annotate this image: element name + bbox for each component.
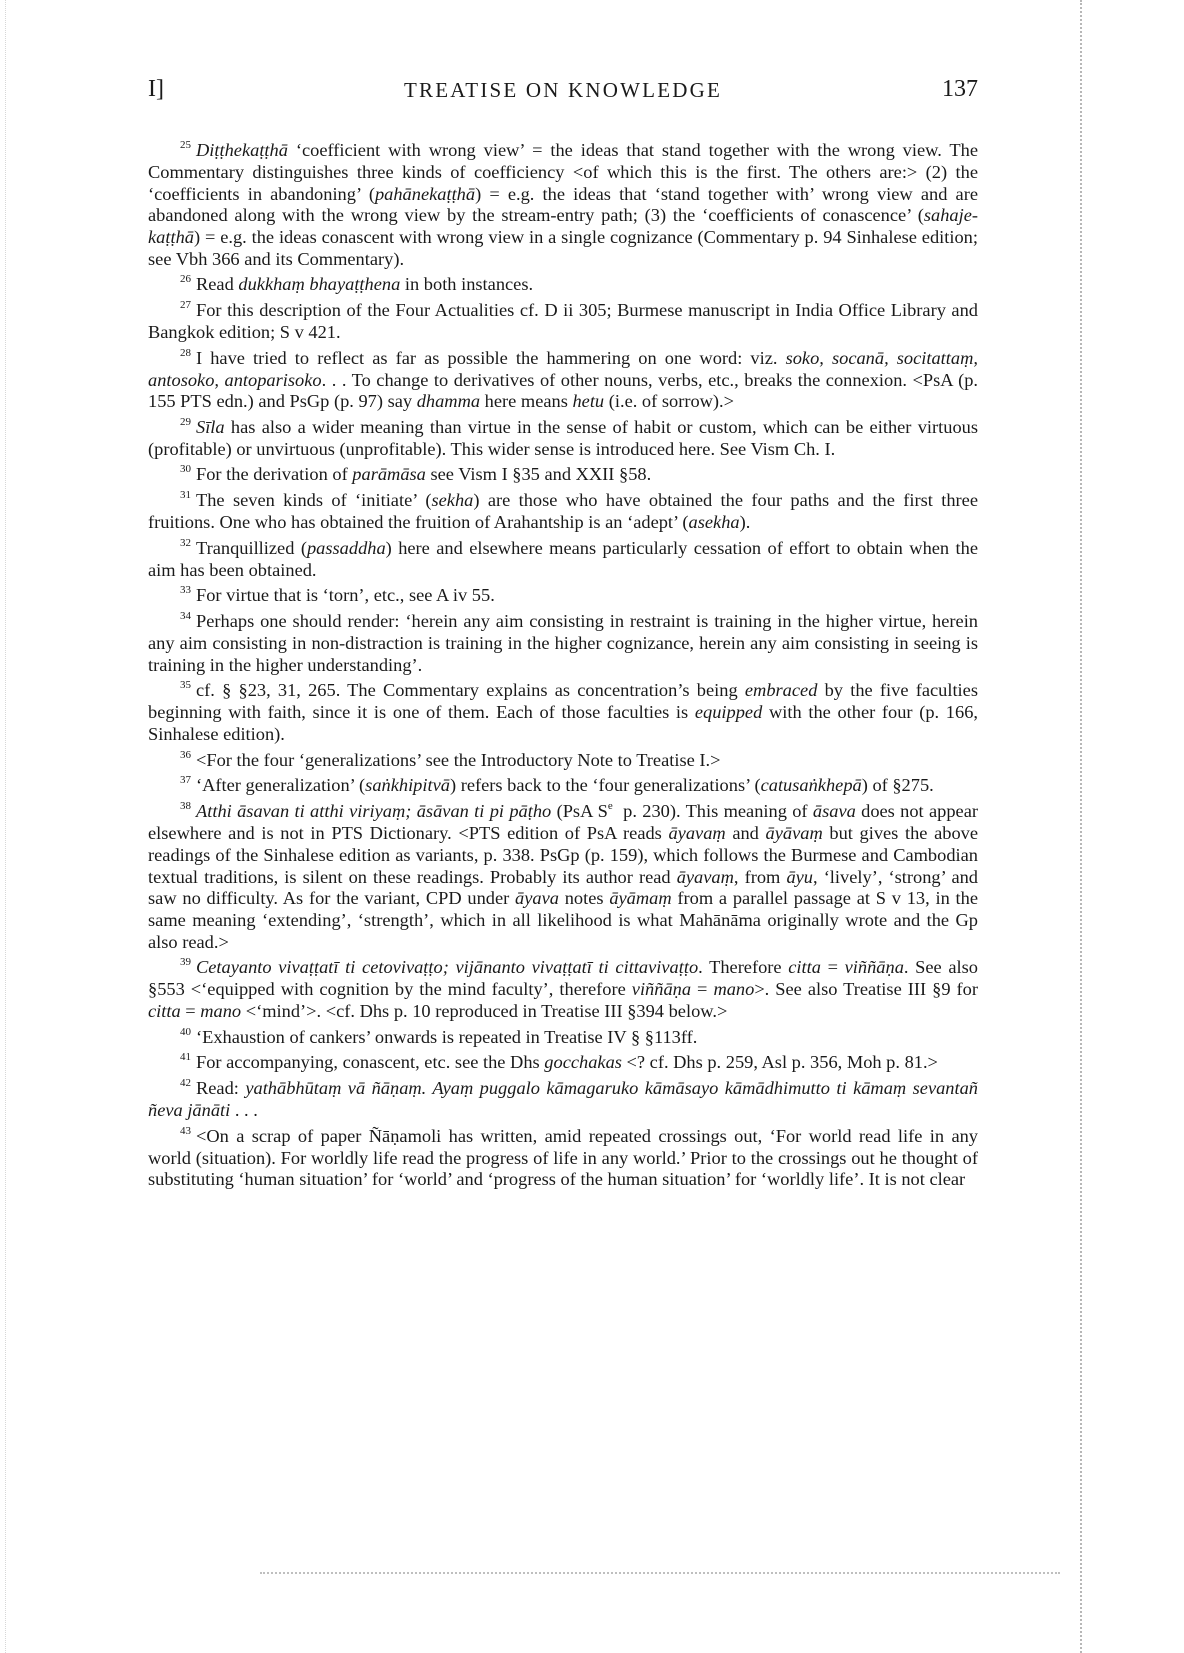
footnote-number: 25 bbox=[180, 139, 191, 151]
footnote-number: 38 bbox=[180, 800, 191, 813]
footnote-text: Tranquillized (passaddha) here and elsewhere means particularly cessation of effort to obtain when the aim has been obtained. bbox=[148, 537, 979, 580]
footnote-43 bbox=[148, 1122, 978, 1191]
footnote-number: 29 bbox=[180, 415, 191, 428]
footnote-26 bbox=[148, 270, 978, 296]
footnote-27 bbox=[148, 296, 978, 344]
footnote-text: Perhaps one should render: ‘herein any aim consisting in restraint is training in the higher virtue, herein any aim consisting in non-distraction is training in the higher cognizance, herein any aim consisting in seeing is training in the higher understanding’. bbox=[148, 611, 978, 675]
footnote-number: 30 bbox=[180, 463, 191, 476]
footnote-37 bbox=[148, 771, 978, 797]
footnote-number: 43 bbox=[180, 1124, 191, 1137]
footnote-text: Atthi āsavan ti atthi viriyaṃ; āsāvan ti pi pāṭho (PsA $S^e$ p. 230). This meaning of āsava does not appear elsewhere and is not in PTS Dictionary. <PTS edition of PsA reads āyavaṃ and āyāvaṃ but gives the above readings of the Sinhalese edition as variants, p. 338. PsGp (p. 159), which follows the Burmese and Cambodian textual traditions, is silent on these readings. Probably its author read āyavaṃ, from āyu, ‘lively’, ‘strong’ and saw no difficulty. As for the variant, CPD under āyava notes āyāmaṃ from a parallel passage at S v 13, in the same meaning ‘extending’, ‘strength’, which in all likelihood is what Mahānāma originally wrote and the Gp also read.> bbox=[148, 800, 979, 952]
footnote-text: ‘Exhaustion of cankers’ onwards is repeated in Treatise IV § §113ff. bbox=[196, 1026, 698, 1047]
footnote-text: For accompanying, conascent, etc. see the Dhs gocchakas <? cf. Dhs p. 259, Asl p. 356, Moh p. 81.> bbox=[196, 1052, 938, 1073]
footnote-text: I have tried to reflect as far as possible the hammering on one word: viz. soko, socanā, socitattaṃ, antosoko, antoparisoko. . . To change to derivatives of other nouns, verbs, etc., breaks the connexion. <PsA (p. 155 PTS edn.) and PsGp (p. 97) say dhamma here means hetu (i.e. of sorrow).> bbox=[148, 347, 978, 412]
footnote-41 bbox=[148, 1048, 978, 1074]
footnote-number: 27 bbox=[180, 299, 191, 312]
footnote-number: 40 bbox=[180, 1025, 191, 1038]
footnote-number: 36 bbox=[180, 748, 191, 761]
footnote-number: 31 bbox=[180, 489, 191, 502]
footnote-text: <For the four ‘generalizations’ see the Introductory Note to Treatise I.> bbox=[196, 749, 721, 770]
scan-edge-right bbox=[1080, 0, 1084, 1653]
header-section-label: I] bbox=[148, 76, 164, 102]
footnote-42 bbox=[148, 1074, 978, 1122]
footnote-number: 28 bbox=[180, 346, 191, 359]
footnotes-list bbox=[148, 136, 978, 1191]
footnote-text: Read: yathābhūtaṃ vā ñāṇaṃ. Ayaṃ puggalo kāmagaruko kāmāsayo kāmādhimutto ti kāmaṃ sevantañ ñeva jānāti . . . bbox=[148, 1078, 978, 1121]
footnote-text: The seven kinds of ‘initiate’ (sekha) are those who have obtained the four paths and the first three fruitions. One who has obtained the fruition of Arahantship is an ‘adept’ (asekha). bbox=[148, 490, 978, 533]
header-title: TREATISE ON KNOWLEDGE bbox=[404, 78, 722, 102]
footnote-number: 42 bbox=[180, 1077, 191, 1090]
running-header bbox=[148, 76, 978, 110]
footnote-number: 33 bbox=[180, 584, 191, 597]
footnote-text: cf. § §23, 31, 265. The Commentary explains as concentration’s being embraced by the five faculties beginning with faith, since it is one of them. Each of those faculties is equipped with the other four (p. 166, Sinhalese edition). bbox=[148, 680, 978, 744]
footnote-text: Cetayanto vivaṭṭatī ti cetovivaṭṭo; vijānanto vivaṭṭatī ti cittavivaṭṭo. Therefore citta = viññāṇa. See also §553 <‘equipped with cognition by the mind faculty’, therefore viññāṇa = mano>. See also Treatise III §9 for citta = mano <‘mind’>. <cf. Dhs p. 10 reproduced in Treatise III §394 below.> bbox=[148, 957, 978, 1021]
footnote-text: For virtue that is ‘torn’, etc., see A iv 55. bbox=[196, 585, 495, 606]
footnote-31 bbox=[148, 486, 978, 534]
footnote-36 bbox=[148, 746, 978, 772]
footnote-38 bbox=[148, 797, 978, 953]
footnote-34 bbox=[148, 607, 978, 676]
footnote-number: 37 bbox=[180, 774, 191, 787]
footnote-text: For this description of the Four Actualities cf. D ii 305; Burmese manuscript in India Office Library and Bangkok edition; S v 421. bbox=[148, 300, 978, 342]
footnote-30 bbox=[148, 460, 978, 486]
footnote-text: ‘After generalization’ (saṅkhipitvā) refers back to the ‘four generalizations’ (catusaṅkhepā) of §275. bbox=[196, 775, 934, 796]
footnote-28 bbox=[148, 344, 978, 413]
scan-edge-bottom bbox=[260, 1572, 1060, 1575]
footnote-35 bbox=[148, 676, 978, 745]
footnote-number: 39 bbox=[180, 956, 191, 969]
footnote-40 bbox=[148, 1023, 978, 1049]
footnote-number: 34 bbox=[180, 610, 191, 623]
footnote-32 bbox=[148, 534, 978, 582]
footnote-text: Read dukkhaṃ bhayaṭṭhena in both instances. bbox=[196, 274, 534, 295]
footnote-number: 41 bbox=[180, 1051, 191, 1064]
footnote-39 bbox=[148, 953, 978, 1022]
footnote-text: <On a scrap of paper Ñāṇamoli has written, amid repeated crossings out, ‘For world read life in any world (situation). For worldly life read the progress of life in any world.’ Prior to the crossings out he thought of substituting ‘human situation’ for ‘world’ and ‘progress of the human situation’ for ‘worldly life’. It is not clear bbox=[148, 1125, 978, 1190]
scan-edge-left bbox=[5, 0, 7, 1653]
footnote-33 bbox=[148, 581, 978, 607]
footnote-number: 35 bbox=[180, 679, 191, 692]
page-number: 137 bbox=[942, 76, 978, 102]
footnote-number: 26 bbox=[180, 273, 191, 286]
footnote-number: 32 bbox=[180, 536, 191, 549]
footnote-29 bbox=[148, 413, 978, 461]
footnote-25 bbox=[148, 136, 978, 270]
footnote-text: Sīla has also a wider meaning than virtue in the sense of habit or custom, which can be either virtuous (profitable) or unvirtuous (unprofitable). This wider sense is introduced here. See Vism Ch. I. bbox=[148, 417, 978, 459]
footnote-text: Diṭṭhekaṭṭhā ‘coefficient with wrong view’ = the ideas that stand together with the wrong view. The Commentary distinguishes three kinds of coefficiency <of which this is the first. The others are:> (2) the ‘coefficients in abandoning’ (pahānekaṭṭhā) = e.g. the ideas that ‘stand together with’ wrong view and are abandoned along with the wrong view by the stream-entry path; (3) the ‘coefficients of conascence’ (sahajekaṭṭhā) = e.g. the ideas conascent with wrong view in a single cognizance (Commentary p. 94 Sinhalese edition; see Vbh 366 and its Commentary). bbox=[148, 140, 978, 269]
footnote-text: For the derivation of parāmāsa see Vism I §35 and XXII §58. bbox=[196, 464, 652, 485]
